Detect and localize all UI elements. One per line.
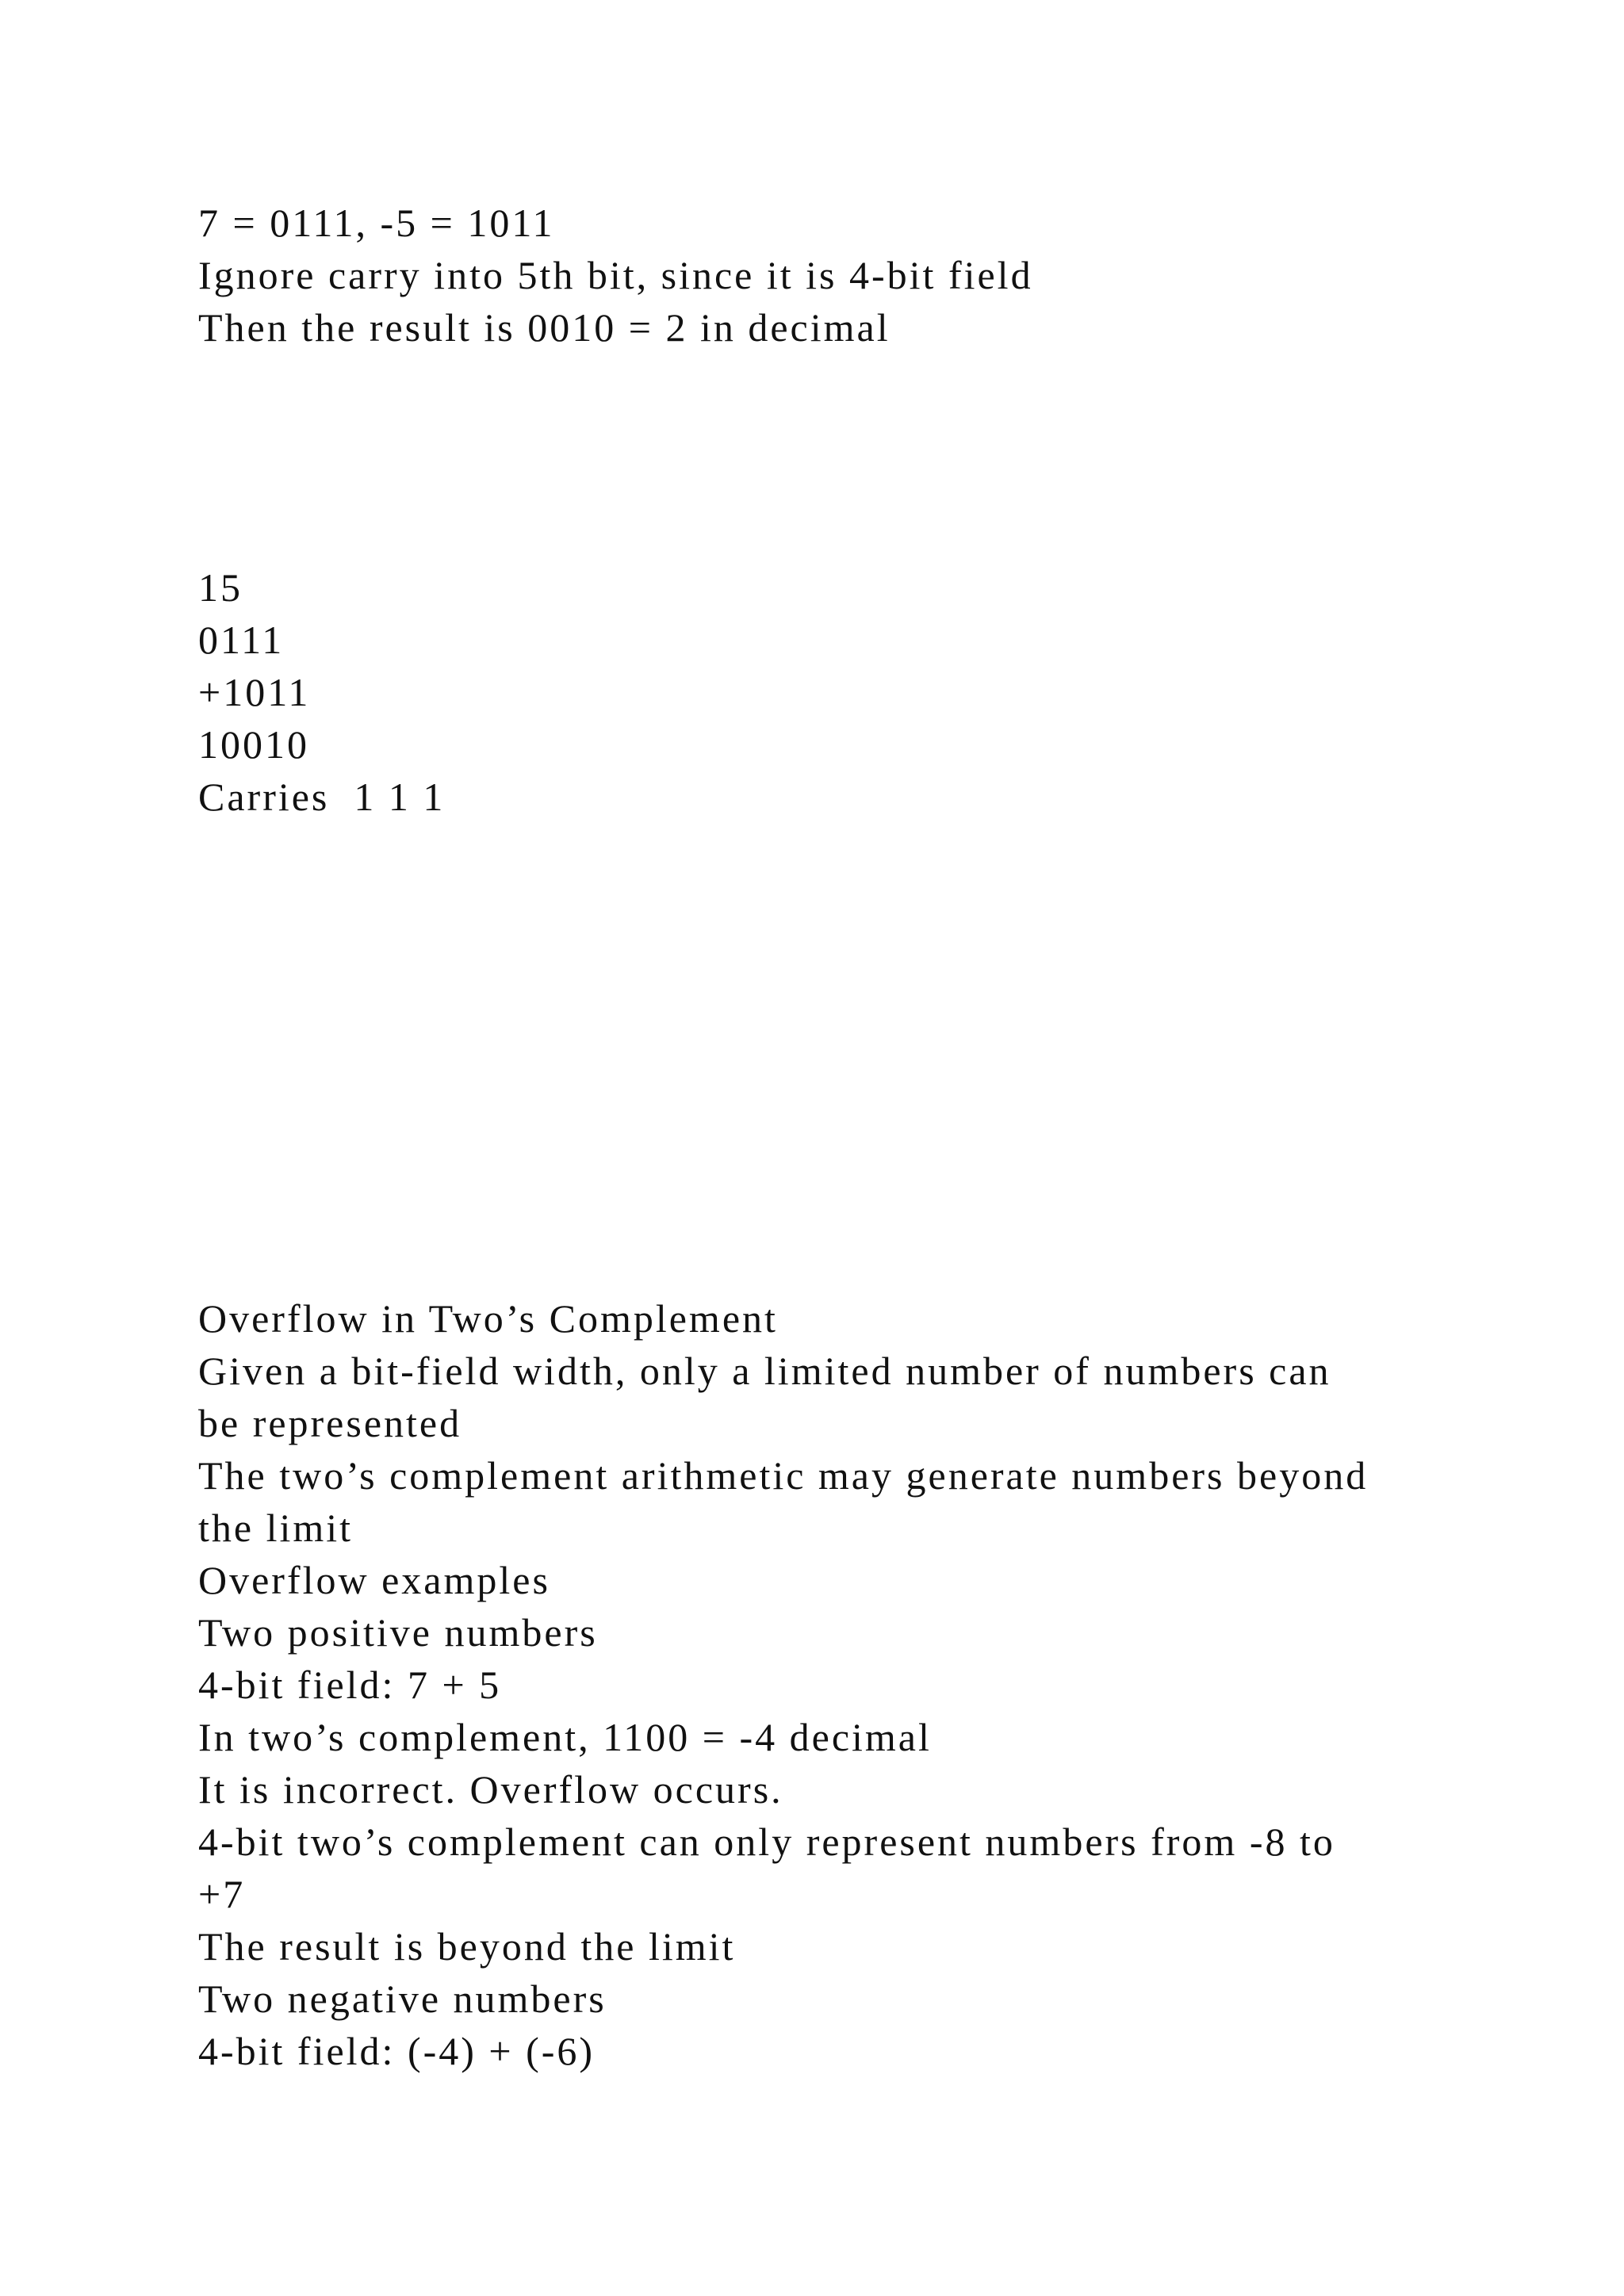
text-line: Given a bit-field width, only a limited number of numbers can (198, 1349, 1331, 1393)
text-block-twos-complement-example (198, 197, 1435, 354)
section-heading: Overflow in Two’s Complement (198, 1296, 778, 1341)
text-line: be represented (198, 1401, 462, 1445)
text-line: In two’s complement, 1100 = -4 decimal (198, 1715, 932, 1759)
text-line: 4-bit field: 7 + 5 (198, 1663, 502, 1707)
text-line: Ignore carry into 5th bit, since it is 4-bit field (198, 253, 1033, 297)
text-line: Overflow examples (198, 1558, 550, 1602)
text-line: Then the result is 0010 = 2 in decimal (198, 305, 891, 350)
text-line: the limit (198, 1506, 354, 1550)
text-block-overflow-section (198, 1292, 1435, 2077)
text-line: +7 (198, 1872, 246, 1916)
text-line: The result is beyond the limit (198, 1924, 736, 1969)
text-line: The two’s complement arithmetic may generate numbers beyond (198, 1453, 1369, 1498)
text-block-binary-addition (198, 561, 1435, 823)
text-line: 7 = 0111, -5 = 1011 (198, 201, 555, 245)
text-line: Two negative numbers (198, 1976, 607, 2021)
text-line: Two positive numbers (198, 1610, 598, 1655)
text-line: 0111 (198, 618, 285, 662)
text-line: It is incorrect. Overflow occurs. (198, 1767, 783, 1812)
text-line: 4-bit two’s complement can only represent numbers from -8 to (198, 1820, 1335, 1864)
text-line: +1011 (198, 670, 311, 714)
text-line: 10010 (198, 722, 309, 767)
text-line: 15 (198, 565, 243, 610)
text-line: 4-bit field: (-4) + (-6) (198, 2029, 596, 2073)
text-line: Carries 1 1 1 (198, 775, 446, 819)
